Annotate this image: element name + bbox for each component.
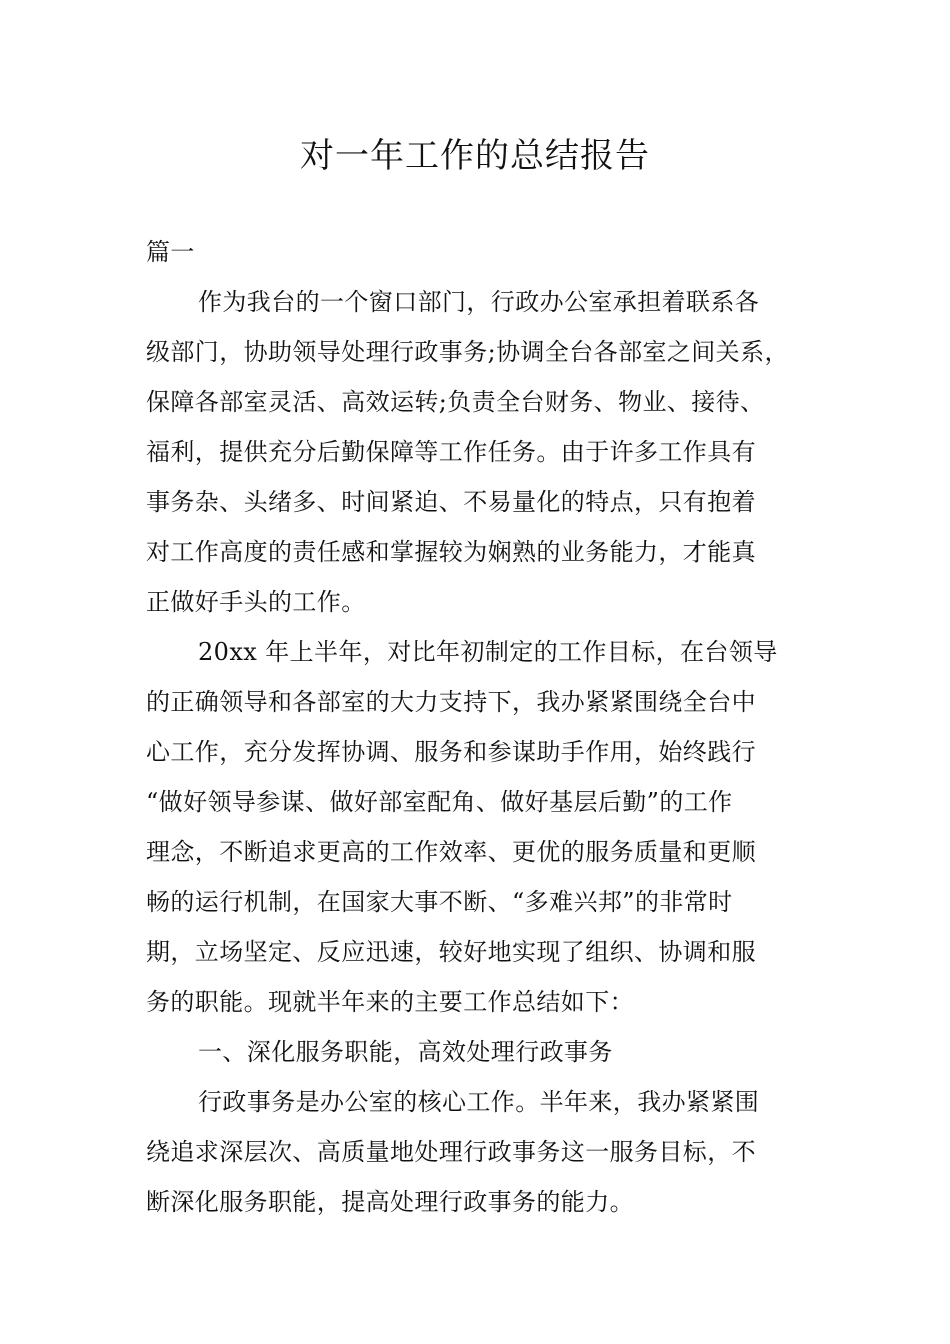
- section-label: 篇一: [146, 238, 195, 266]
- paragraph-1-line-1: 作为我台的一个窗口部门，行政办公室承担着联系各: [198, 288, 760, 316]
- paragraph-2-line-7: 期，立场坚定、反应迅速，较好地实现了组织、协调和服: [146, 938, 756, 966]
- paragraph-2-line-3: 心工作，充分发挥协调、服务和参谋助手作用，始终践行: [146, 738, 756, 766]
- document-body: [146, 227, 814, 1227]
- paragraph-3-line-1: 行政事务是办公室的核心工作。半年来，我办紧紧围: [198, 1088, 760, 1116]
- paragraph-3-line-3: 断深化服务职能，提高处理行政事务的能力。: [146, 1188, 634, 1216]
- section-heading-1: 一、深化服务职能，高效处理行政事务: [198, 1038, 613, 1066]
- paragraph-1-line-6: 对工作高度的责任感和掌握较为娴熟的业务能力，才能真: [146, 538, 756, 566]
- paragraph-1-line-3: 保障各部室灵活、高效运转;负责全台财务、物业、接待、: [146, 388, 765, 416]
- paragraph-1-line-5: 事务杂、头绪多、时间紧迫、不易量化的特点，只有抱着: [146, 488, 756, 516]
- paragraph-2-line-2: 的正确领导和各部室的大力支持下，我办紧紧围绕全台中: [146, 688, 756, 716]
- document-title: 对一年工作的总结报告: [300, 136, 650, 176]
- paragraph-3-line-2: 绕追求深层次、高质量地处理行政事务这一服务目标，不: [146, 1138, 756, 1166]
- paragraph-2-line-6: 畅的运行机制，在国家大事不断、“多难兴邦”的非常时: [146, 888, 733, 916]
- paragraph-1-line-7: 正做好手头的工作。: [146, 588, 366, 616]
- paragraph-2-line-8: 务的职能。现就半年来的主要工作总结如下：: [146, 988, 634, 1016]
- paragraph-1-line-2: 级部门，协助领导处理行政事务;协调全台各部室之间关系，: [146, 338, 789, 366]
- paragraph-1-line-4: 福利，提供充分后勤保障等工作任务。由于许多工作具有: [146, 438, 756, 466]
- paragraph-2-line-5: 理念，不断追求更高的工作效率、更优的服务质量和更顺: [146, 838, 756, 866]
- paragraph-2-line-4: “做好领导参谋、做好部室配角、做好基层后勤”的工作: [146, 788, 733, 816]
- paragraph-2-line-1: 20xx 年上半年，对比年初制定的工作目标，在台领导: [198, 638, 778, 666]
